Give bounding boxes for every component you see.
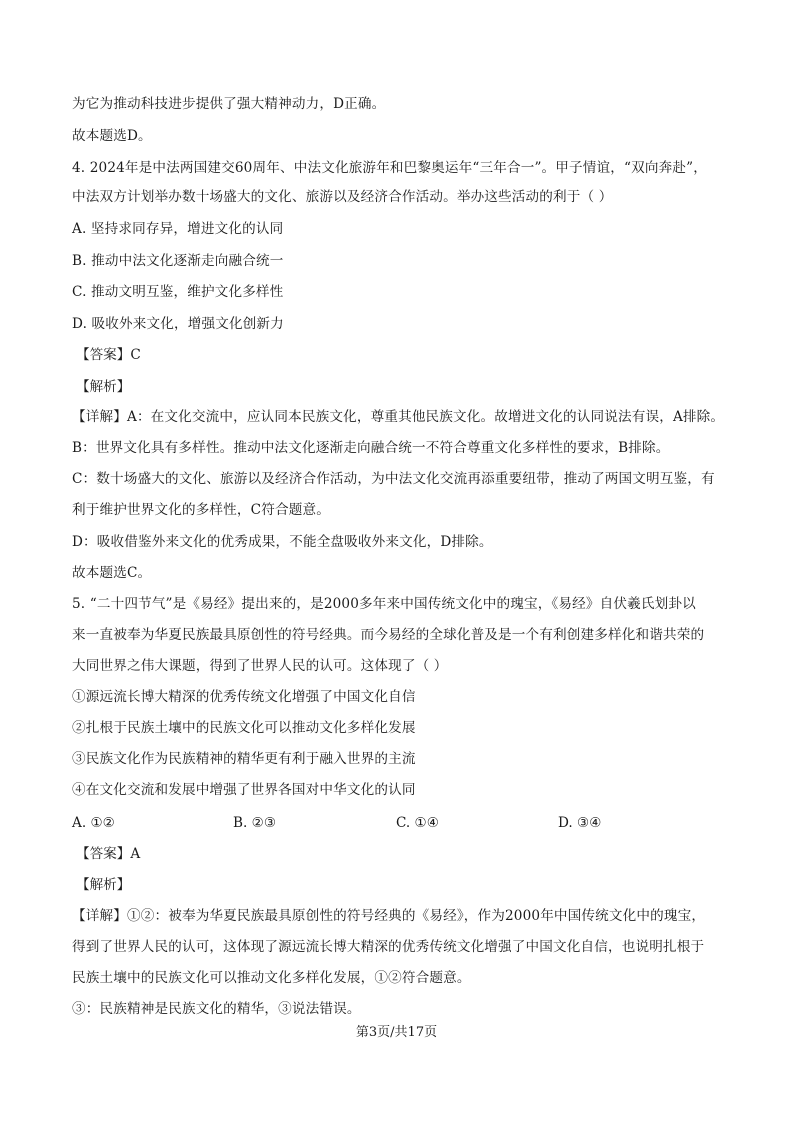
question-5-detail: 民族土壤中的民族文化可以推动文化多样化发展，①②符合题意。	[72, 970, 471, 986]
question-4-stem: 4. 2024年是中法两国建交60周年、中法文化旅游年和巴黎奥运年“三年合一”。甲子情谊，“双向奔赴”，	[72, 160, 707, 176]
question-5-detail: ③：民族精神是民族文化的精华，③说法错误。	[72, 1001, 361, 1017]
question-4-detail: C：数十场盛大的文化、旅游以及经济合作活动，为中法文化交流再添重要纽带，推动了两国文明互鉴，有	[72, 471, 715, 487]
question-4-option-b: B. 推动中法文化逐渐走向融合统一	[72, 253, 284, 269]
question-5-stem: 大同世界之伟大课题，得到了世界人民的认可。这体现了（ ）	[72, 658, 448, 674]
question-4-detail: B：世界文化具有多样性。推动中法文化逐渐走向融合统一不符合尊重文化多样性的要求，B排除。	[72, 440, 670, 456]
question-5-detail: 得到了世界人民的认可，这体现了源远流长博大精深的优秀传统文化增强了中国文化自信，也说明扎根于	[72, 939, 705, 955]
question-5-statement-4: ④在文化交流和发展中增强了世界各国对中华文化的认同	[72, 782, 416, 798]
text-line: 为它为推动科技进步提供了强大精神动力，D正确。	[72, 96, 386, 112]
question-5-answer: 【答案】A	[76, 846, 141, 862]
question-4-stem: 中法双方计划举办数十场盛大的文化、旅游以及经济合作活动。举办这些活动的利于（ ）	[72, 189, 613, 205]
question-5-stem: 来一直被奉为华夏民族最具原创性的符号经典。而今易经的全球化普及是一个有利创建多样化和谐共荣的	[72, 627, 705, 643]
question-4-detail: D：吸收借鉴外来文化的优秀成果，不能全盘吸收外来文化，D排除。	[72, 534, 493, 550]
question-5-statement-1: ①源远流长博大精深的优秀传统文化增强了中国文化自信	[72, 689, 416, 705]
question-5-option-a: A. ①②	[72, 815, 115, 831]
page-number-footer: 第3页/共17页	[355, 1025, 438, 1040]
question-5-stem: 5. “二十四节气”是《易经》提出来的，是2000多年来中国传统文化中的瑰宝，《易经》自伏羲氏划卦以	[72, 596, 696, 612]
question-4-detail: 【详解】A：在文化交流中，应认同本民族文化，尊重其他民族文化。故增进文化的认同说法有误，A排除。	[72, 409, 725, 425]
question-5-statement-3: ③民族文化作为民族精神的精华更有利于融入世界的主流	[72, 751, 416, 767]
question-4-answer: 【答案】C	[76, 347, 141, 363]
question-4-option-a: A. 坚持求同存异，增进文化的认同	[72, 221, 284, 237]
question-5-analysis-label: 【解析】	[76, 877, 131, 893]
text-line: 故本题选D。	[72, 128, 152, 144]
question-5-option-d: D. ③④	[558, 815, 602, 831]
question-4-conclusion: 故本题选C。	[72, 565, 152, 581]
question-4-option-d: D. 吸收外来文化，增强文化创新力	[72, 316, 284, 332]
question-5-option-c: C. ①④	[396, 815, 439, 831]
question-4-detail: 利于维护世界文化的多样性，C符合题意。	[72, 502, 330, 518]
question-4-analysis-label: 【解析】	[76, 379, 131, 395]
question-5-detail: 【详解】①②：被奉为华夏民族最具原创性的符号经典的《易经》，作为2000年中国传统文化中的瑰宝，	[72, 908, 706, 924]
question-5-option-b: B. ②③	[233, 815, 277, 831]
question-4-option-c: C. 推动文明互鉴，维护文化多样性	[72, 284, 284, 300]
question-5-statement-2: ②扎根于民族土壤中的民族文化可以推动文化多样化发展	[72, 720, 416, 736]
